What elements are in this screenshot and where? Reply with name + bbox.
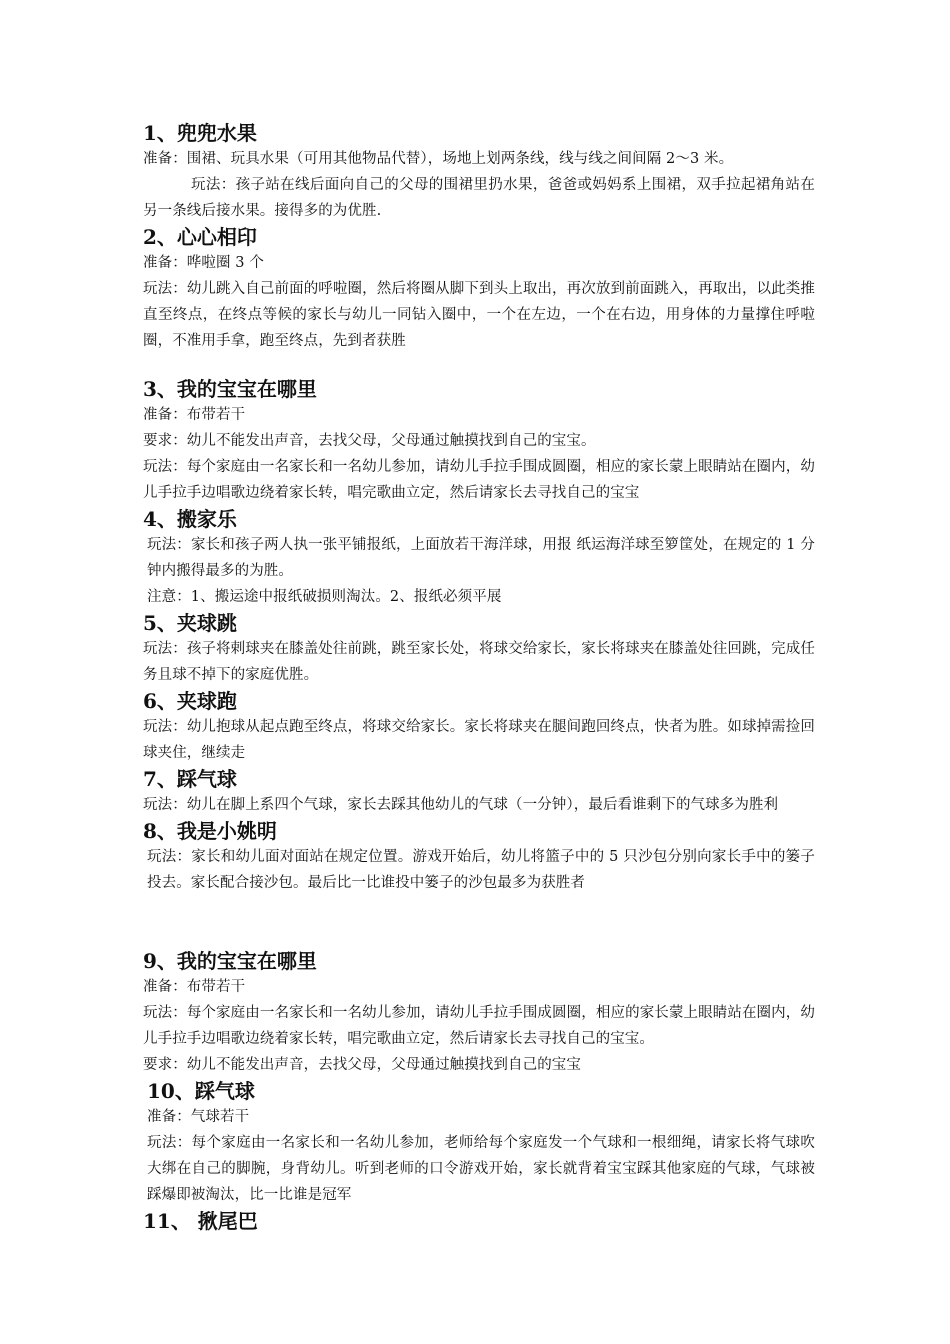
- section-title: 8、我是小姚明: [143, 819, 277, 843]
- paragraph: 准备：布带若干: [143, 979, 246, 995]
- blank-line: [143, 354, 815, 376]
- paragraph: 玩法：每个家庭由一名家长和一名幼儿参加，请幼儿手拉手围成圆圈，相应的家长蒙上眼睛站在圈内，幼儿手拉手边唱歌边绕着家长转，唱完歌曲立定，然后请家长去寻找自己的宝宝: [143, 459, 815, 501]
- paragraph: 玩法：孩子将剌球夹在膝盖处往前跳，跳至家长处，将球交给家长，家长将球夹在膝盖处往回跳，完成任务且球不掉下的家庭优胜。: [143, 641, 815, 683]
- section-title: 10、踩气球: [147, 1079, 255, 1103]
- section-title: 5、夹球跳: [143, 611, 237, 635]
- paragraph: 准备：哗啦圈 3 个: [143, 255, 264, 271]
- paragraph: 准备：气球若干: [147, 1109, 250, 1125]
- blank-line: [143, 896, 815, 948]
- section-title: 3、我的宝宝在哪里: [143, 377, 317, 401]
- paragraph: 玩法：家长和孩子两人执一张平铺报纸，上面放若干海洋球，用报 纸运海洋球至箩筐处，在规定的 1 分钟内搬得最多的为胜。: [147, 537, 815, 579]
- paragraph: 玩法：每个家庭由一名家长和一名幼儿参加，老师给每个家庭发一个气球和一根细绳，请家长将气球吹大绑在自己的脚腕，身背幼儿。听到老师的口令游戏开始，家长就背着宝宝踩其他家庭的气球，气球被踩爆即被淘汰，比一比谁是冠军: [147, 1135, 815, 1203]
- paragraph: 玩法：幼儿在脚上系四个气球，家长去踩其他幼儿的气球（一分钟），最后看谁剩下的气球多为胜利: [143, 797, 779, 813]
- paragraph: 准备：围裙、玩具水果（可用其他物品代替），场地上划两条线，线与线之间间隔 2～3 米。: [143, 151, 734, 167]
- section-title: 11、 揪尾巴: [143, 1209, 258, 1233]
- paragraph: 玩法：家长和幼儿面对面站在规定位置。游戏开始后，幼儿将篮子中的 5 只沙包分别向家长手中的篓子投去。家长配合接沙包。最后比一比谁投中篓子的沙包最多为获胜者: [147, 849, 815, 891]
- paragraph: 玩法：幼儿跳入自己前面的呼啦圈，然后将圈从脚下到头上取出，再次放到前面跳入，再取出，以此类推直至终点，在终点等候的家长与幼儿一同钻入圈中，一个在左边，一个在右边，用身体的力量撑住呼啦圈，不准用手拿，跑至终点，先到者获胜: [143, 281, 815, 349]
- paragraph: 注意：1、搬运途中报纸破损则淘汰。2、报纸必须平展: [147, 589, 502, 605]
- paragraph: 要求：幼儿不能发出声音，去找父母，父母通过触摸找到自己的宝宝。: [143, 433, 596, 449]
- paragraph: 要求：幼儿不能发出声音，去找父母，父母通过触摸找到自己的宝宝: [143, 1057, 581, 1073]
- section-title: 9、我的宝宝在哪里: [143, 949, 317, 973]
- section-title: 2、心心相印: [143, 225, 257, 249]
- paragraph: 玩法：孩子站在线后面向自己的父母的围裙里扔水果，爸爸或妈妈系上围裙，双手拉起裙角站在另一条线后接水果。接得多的为优胜.: [143, 177, 815, 219]
- section-title: 7、踩气球: [143, 767, 237, 791]
- paragraph: 玩法：幼儿抱球从起点跑至终点，将球交给家长。家长将球夹在腿间跑回终点，快者为胜。如球掉需捡回球夹住，继续走: [143, 719, 815, 761]
- document-page: [143, 120, 815, 1234]
- paragraph: 准备：布带若干: [143, 407, 246, 423]
- section-title: 4、搬家乐: [143, 507, 237, 531]
- section-title: 6、夹球跑: [143, 689, 237, 713]
- paragraph: 玩法：每个家庭由一名家长和一名幼儿参加，请幼儿手拉手围成圆圈，相应的家长蒙上眼睛站在圈内，幼儿手拉手边唱歌边绕着家长转，唱完歌曲立定，然后请家长去寻找自己的宝宝。: [143, 1005, 815, 1047]
- section-title: 1、兜兜水果: [143, 121, 257, 145]
